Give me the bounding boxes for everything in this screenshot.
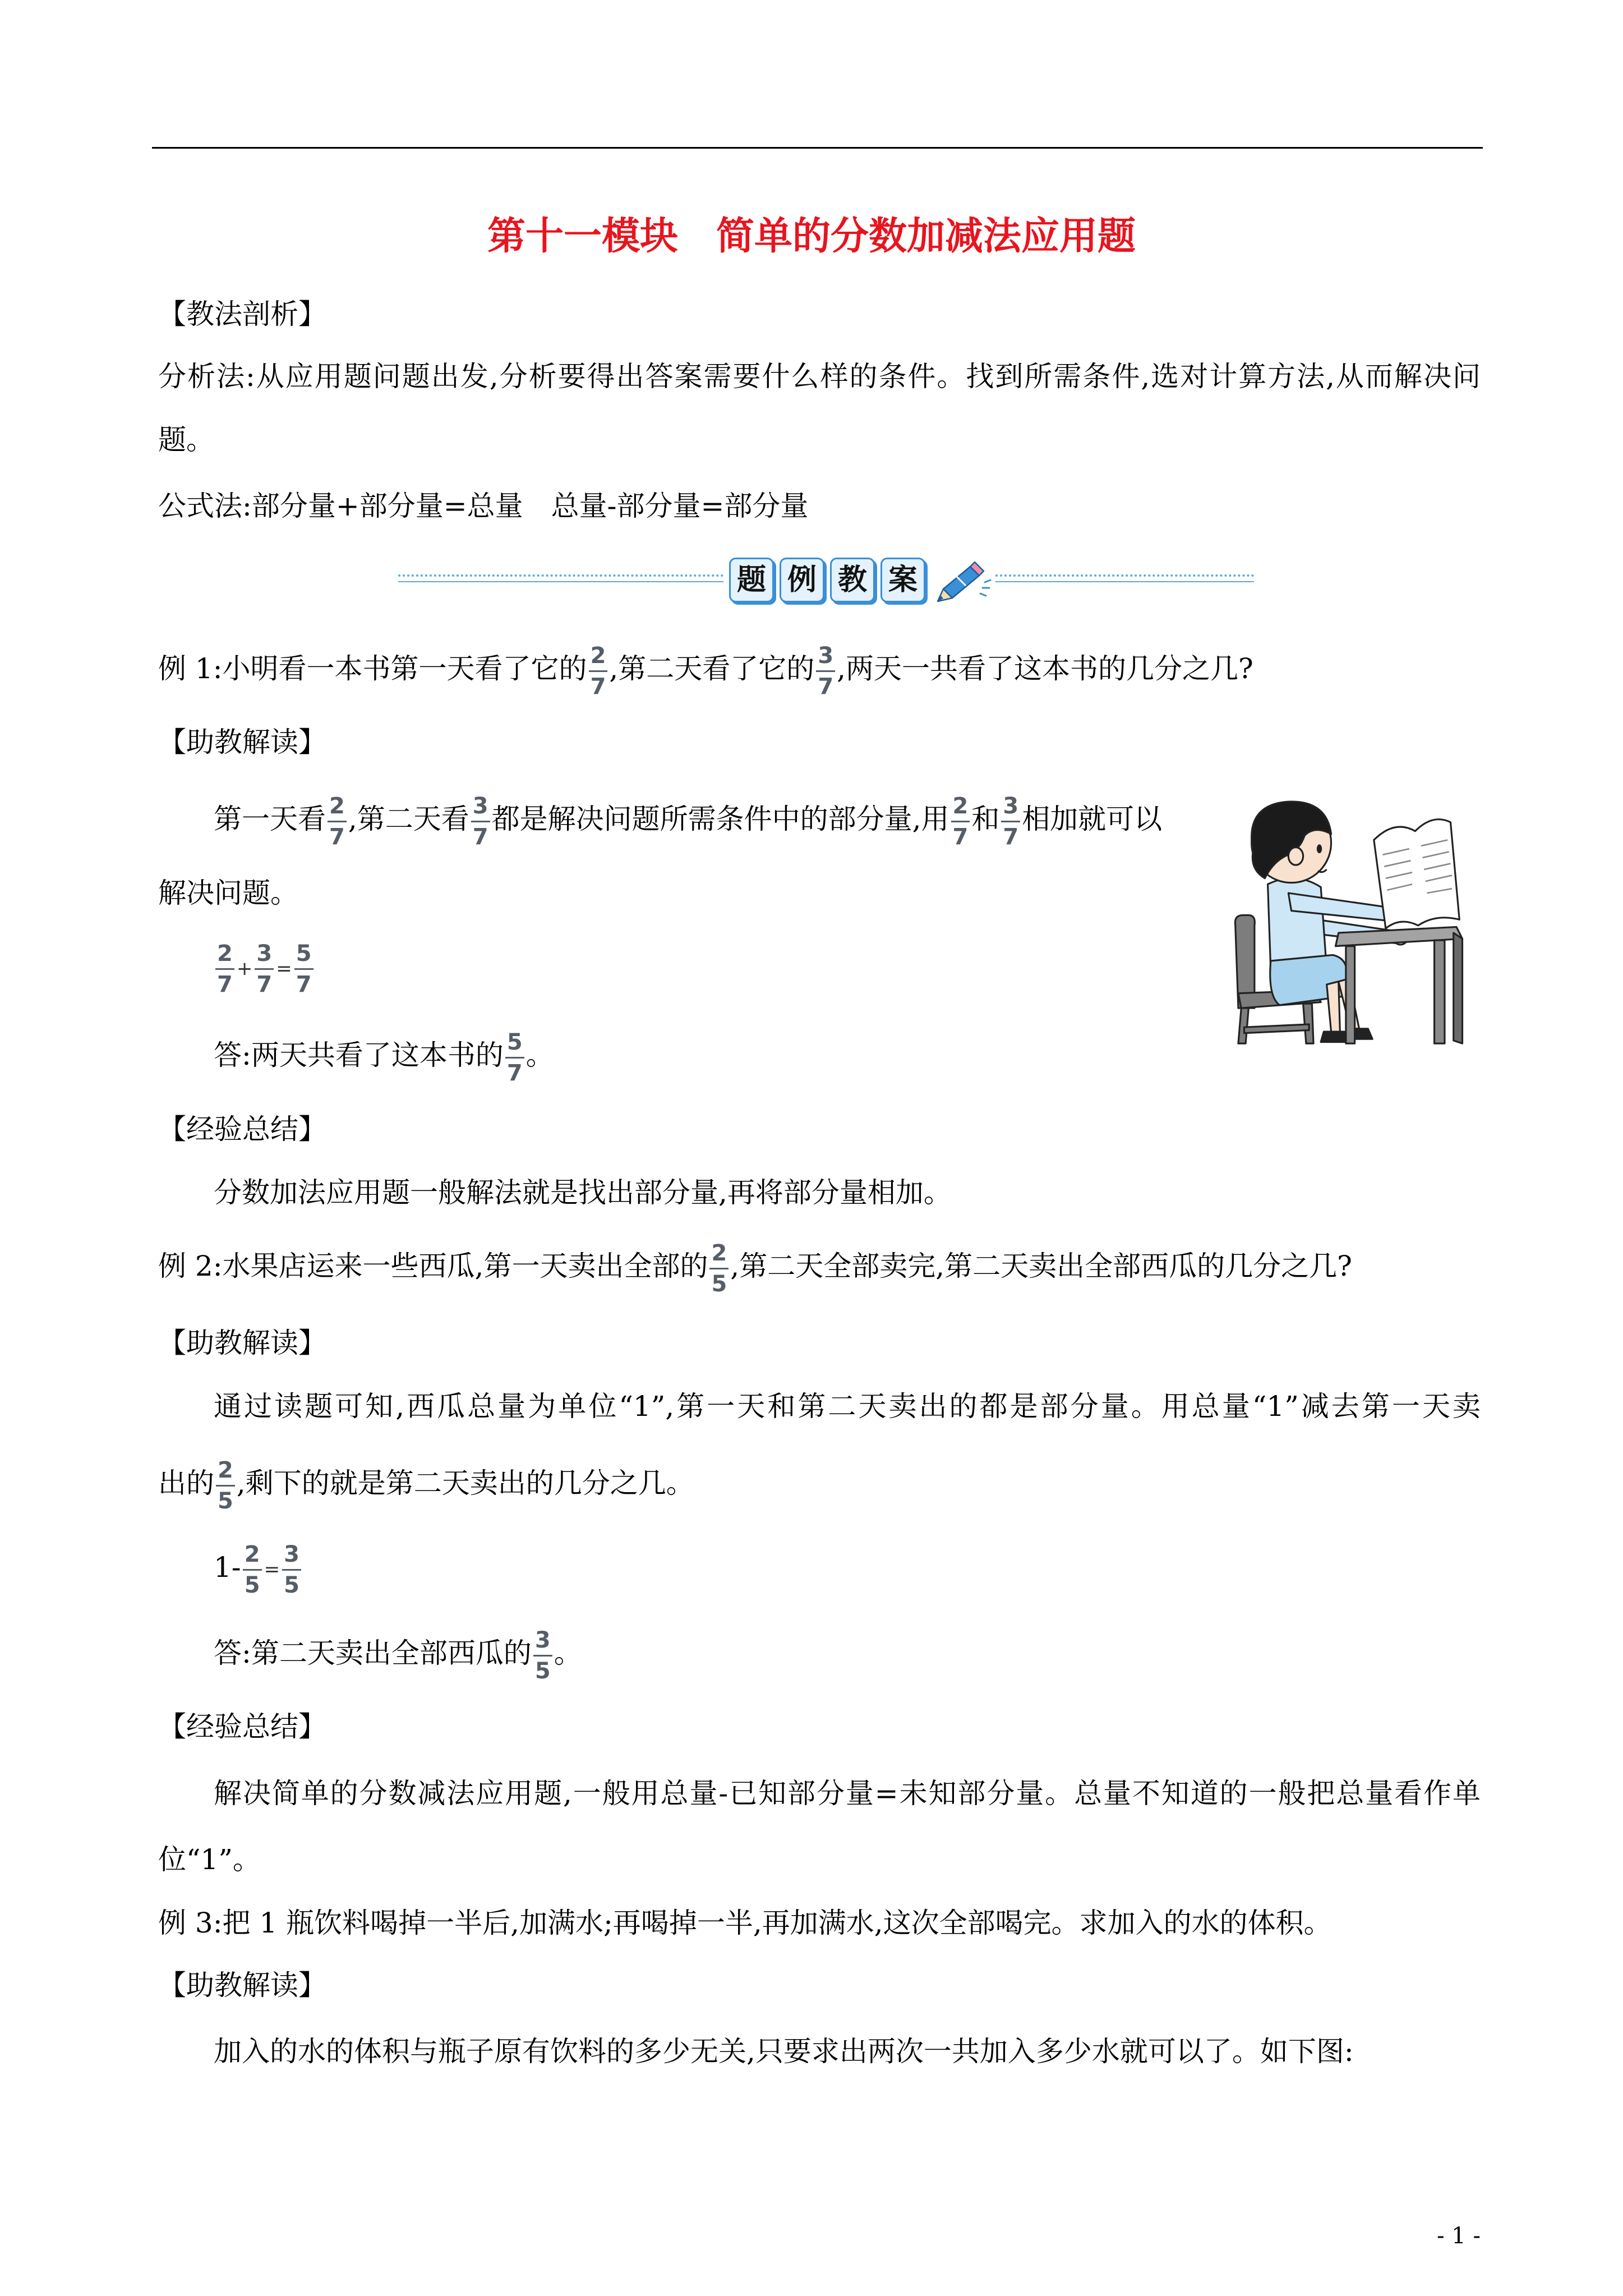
fraction-denominator: 7 xyxy=(217,971,233,997)
fraction xyxy=(589,642,608,700)
fraction xyxy=(816,642,835,700)
banner-char-box: 教 xyxy=(830,558,875,602)
example2-question xyxy=(158,1230,1352,1303)
teaching-method-heading: 【教法剖析】 xyxy=(158,298,326,330)
formula-method-line: 公式法:部分量+部分量=总量 总量-部分量=部分量 xyxy=(158,490,809,522)
fraction xyxy=(951,793,970,850)
page-title: 第十一模块 简单的分数加减法应用题 xyxy=(487,214,1136,259)
example2-summary-heading: 【经验总结】 xyxy=(158,1710,326,1743)
fraction xyxy=(1001,793,1020,850)
analysis-method-line-end: 题。 xyxy=(158,424,214,456)
example1-question xyxy=(158,632,1253,705)
fraction-denominator: 7 xyxy=(296,971,312,997)
fraction-numerator: 2 xyxy=(216,1457,235,1487)
question-text: ,两天一共看了这本书的几分之几? xyxy=(837,652,1253,685)
question-text: 例 2:水果店运来一些西瓜,第一天卖出全部的 xyxy=(158,1250,708,1282)
fraction-numerator: 3 xyxy=(816,642,835,672)
fraction xyxy=(243,1541,262,1599)
fraction xyxy=(471,793,490,850)
banner-char-box: 案 xyxy=(880,558,925,602)
fraction-numerator: 2 xyxy=(589,642,608,672)
example2-guide-line-end xyxy=(158,1447,694,1520)
fraction-numerator: 2 xyxy=(215,940,234,970)
equation-text: 1- xyxy=(214,1551,241,1584)
fraction-denominator: 7 xyxy=(1003,823,1019,850)
fraction-denominator: 5 xyxy=(711,1271,727,1297)
answer-text: 答:第二天卖出全部西瓜的 xyxy=(214,1637,532,1669)
fraction-denominator: 7 xyxy=(818,673,834,700)
boy-reading-at-desk-icon xyxy=(1229,790,1465,1048)
pencil-icon xyxy=(931,554,993,602)
equals-operator: = xyxy=(276,958,292,980)
fraction-denominator: 5 xyxy=(218,1488,233,1514)
guide-text: 出的 xyxy=(158,1467,214,1499)
fraction-numerator: 2 xyxy=(951,793,970,822)
guide-text: 第一天看 xyxy=(214,803,326,835)
fraction-numerator: 2 xyxy=(709,1240,728,1269)
answer-text: 答:两天共看了这本书的 xyxy=(214,1039,504,1071)
fraction xyxy=(533,1627,552,1685)
page-number: - 1 - xyxy=(1437,2223,1481,2249)
fraction-denominator: 7 xyxy=(329,823,345,850)
example2-answer xyxy=(214,1617,582,1690)
plus-operator: + xyxy=(236,958,253,980)
example2-guide-line: 通过读题可知,西瓜总量为单位“1”,第一天和第二天卖出的都是部分量。用总量“1”减去第一天卖 xyxy=(214,1390,1481,1423)
example3-question: 例 3:把 1 瓶饮料喝掉一半后,加满水;再喝掉一半,再加满水,这次全部喝完。求加入的水的体积。 xyxy=(158,1907,1332,1939)
banner-left-dotted-line xyxy=(398,574,723,582)
fraction-numerator: 3 xyxy=(282,1541,301,1571)
fraction-numerator: 3 xyxy=(471,793,490,822)
guide-text: 相加就可以 xyxy=(1022,803,1163,835)
equals-operator: = xyxy=(264,1558,280,1581)
question-text: ,第二天全部卖完,第二天卖出全部西瓜的几分之几? xyxy=(730,1250,1352,1282)
example2-equation xyxy=(214,1531,303,1604)
fraction-denominator: 7 xyxy=(506,1060,523,1086)
answer-text: 。 xyxy=(554,1637,582,1669)
example2-summary-line: 解决简单的分数减法应用题,一般用总量-已知部分量=未知部分量。总量不知道的一般把总量看作单 xyxy=(214,1777,1481,1810)
fraction-numerator: 2 xyxy=(328,793,347,822)
fraction-denominator: 7 xyxy=(952,823,969,850)
fraction xyxy=(282,1541,301,1599)
example1-guide-line xyxy=(214,783,1162,855)
example1-guide-heading: 【助教解读】 xyxy=(158,726,326,758)
fraction xyxy=(328,793,347,850)
guide-text: ,第二天看 xyxy=(348,803,469,835)
fraction-numerator: 3 xyxy=(1001,793,1020,822)
fraction-numerator: 5 xyxy=(505,1029,524,1059)
question-text: ,第二天看了它的 xyxy=(609,652,815,685)
fraction-denominator: 5 xyxy=(284,1572,299,1598)
guide-text: ,剩下的就是第二天卖出的几分之几。 xyxy=(236,1467,694,1499)
header-rule xyxy=(152,147,1483,149)
answer-text: 。 xyxy=(525,1039,554,1071)
guide-text: 和 xyxy=(971,803,1000,835)
example3-guide-line: 加入的水的体积与瓶子原有饮料的多少无关,只要求出两次一共加入多少水就可以了。如下图: xyxy=(214,2035,1354,2068)
fraction xyxy=(255,940,274,998)
fraction-numerator: 2 xyxy=(243,1541,262,1571)
example3-guide-heading: 【助教解读】 xyxy=(158,1969,326,2001)
analysis-method-line: 分析法:从应用题问题出发,分析要得出答案需要什么样的条件。找到所需条件,选对计算方法,从而解决问 xyxy=(158,360,1481,393)
fraction-denominator: 7 xyxy=(590,673,606,700)
example2-guide-heading: 【助教解读】 xyxy=(158,1327,326,1359)
banner-char-box: 例 xyxy=(780,558,824,602)
fraction-denominator: 5 xyxy=(534,1658,551,1684)
fraction xyxy=(216,1457,235,1515)
fraction-numerator: 5 xyxy=(294,940,313,970)
guide-text: 都是解决问题所需条件中的部分量,用 xyxy=(491,803,949,835)
fraction-numerator: 3 xyxy=(255,940,274,970)
example1-summary-heading: 【经验总结】 xyxy=(158,1113,326,1145)
paper xyxy=(1374,820,1459,929)
fraction-numerator: 3 xyxy=(533,1627,552,1657)
banner-right-dotted-line xyxy=(995,574,1254,582)
fraction-denominator: 7 xyxy=(472,823,488,850)
example1-equation xyxy=(214,930,315,1003)
fraction xyxy=(294,940,313,998)
example2-summary-line-end: 位“1”。 xyxy=(158,1843,261,1876)
example1-summary-text: 分数加法应用题一般解法就是找出部分量,再将部分量相加。 xyxy=(214,1176,952,1209)
fraction xyxy=(505,1029,524,1087)
fraction xyxy=(709,1240,728,1297)
banner-char-box: 题 xyxy=(729,558,774,602)
question-text: 例 1:小明看一本书第一天看了它的 xyxy=(158,652,587,685)
fraction xyxy=(215,940,234,998)
example1-guide-line-end: 解决问题。 xyxy=(158,877,298,909)
fraction-denominator: 5 xyxy=(244,1572,260,1598)
fraction-denominator: 7 xyxy=(256,971,273,997)
example1-answer xyxy=(214,1019,554,1092)
